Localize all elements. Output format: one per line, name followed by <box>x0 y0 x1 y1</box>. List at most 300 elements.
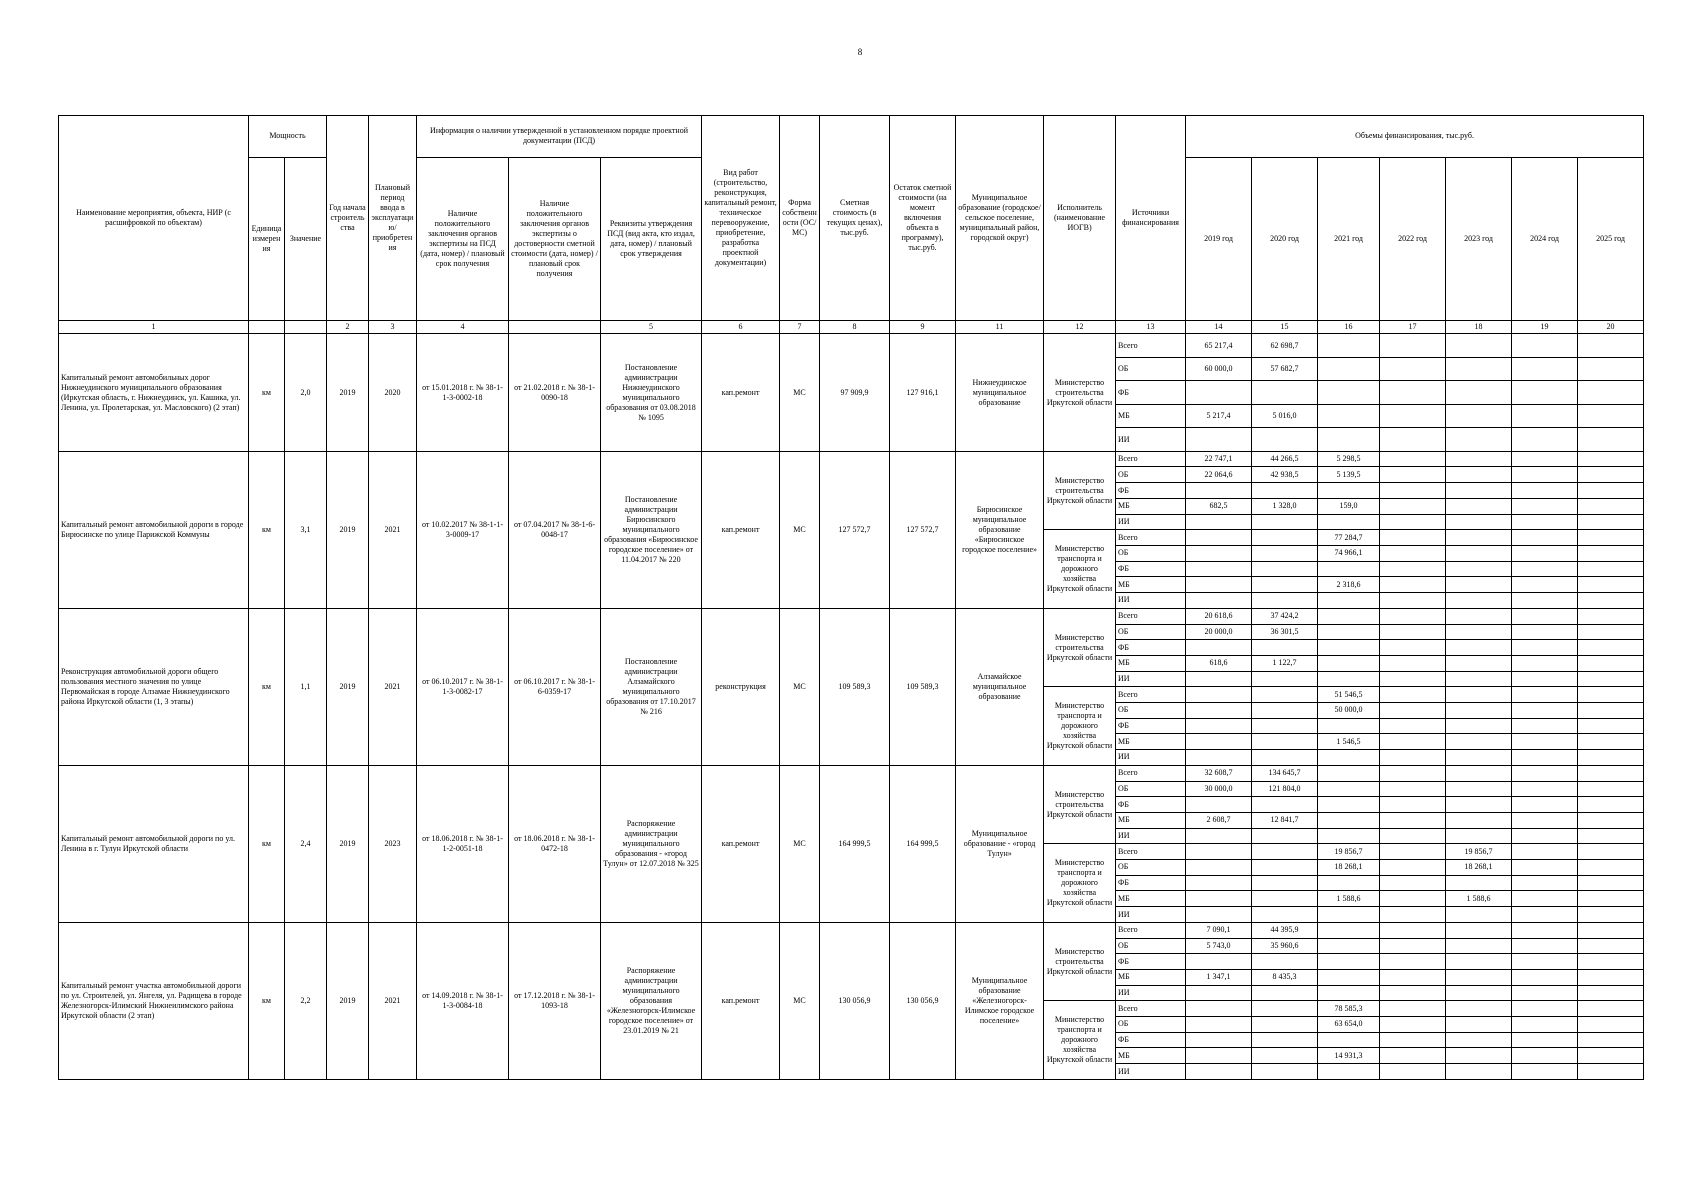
funding-value <box>1318 671 1380 687</box>
funding-value <box>1186 1032 1252 1048</box>
funding-value <box>1318 1064 1380 1080</box>
funding-value <box>1252 561 1318 577</box>
column-numbers-row <box>59 321 1644 334</box>
funding-value <box>1446 624 1512 640</box>
project-estimated-cost: 97 909,9 <box>820 334 890 452</box>
header-municipality: Муниципальное образование (городское/сельское поселение, муниципальный район, городской округ) <box>956 116 1044 321</box>
funding-value <box>1512 334 1578 358</box>
project-unit: км <box>249 334 285 452</box>
funding-value <box>1318 781 1380 797</box>
funding-source: ОБ <box>1116 938 1186 954</box>
funding-source: ФБ <box>1116 483 1186 499</box>
funding-value <box>1578 797 1644 813</box>
project-planned-period: 2020 <box>369 334 417 452</box>
funding-value: 5 743,0 <box>1186 938 1252 954</box>
funding-value <box>1252 844 1318 860</box>
funding-value <box>1252 828 1318 844</box>
funding-value <box>1380 655 1446 671</box>
header-year-2019: 2019 год <box>1186 157 1252 320</box>
funding-value <box>1512 765 1578 781</box>
funding-source: МБ <box>1116 812 1186 828</box>
table-row <box>59 922 1644 938</box>
project-psd-approval: Распоряжение администрации муниципального образования «Железногорск-Илимское городское поселение» от 23.01.2019 № 21 <box>601 922 702 1079</box>
funding-value <box>1578 561 1644 577</box>
funding-value <box>1578 703 1644 719</box>
project-start-year: 2019 <box>327 922 369 1079</box>
funding-value <box>1186 514 1252 530</box>
funding-value <box>1512 514 1578 530</box>
funding-value: 65 217,4 <box>1186 334 1252 358</box>
funding-source: МБ <box>1116 969 1186 985</box>
funding-value <box>1380 530 1446 546</box>
project-psd-positive: от 10.02.2017 № 38-1-1-3-0009-17 <box>417 451 509 608</box>
header-year-2020: 2020 год <box>1252 157 1318 320</box>
funding-source: ОБ <box>1116 545 1186 561</box>
project-psd-positive: от 06.10.2017 г. № 38-1-1-3-0082-17 <box>417 608 509 765</box>
funding-value <box>1446 828 1512 844</box>
funding-value <box>1446 671 1512 687</box>
funding-value <box>1512 593 1578 609</box>
funding-value <box>1318 750 1380 766</box>
funding-source: ФБ <box>1116 954 1186 970</box>
funding-value <box>1380 907 1446 923</box>
funding-value <box>1512 734 1578 750</box>
funding-value <box>1252 734 1318 750</box>
project-estimated-cost: 130 056,9 <box>820 922 890 1079</box>
funding-value: 5 139,5 <box>1318 467 1380 483</box>
funding-value <box>1512 891 1578 907</box>
funding-value <box>1318 514 1380 530</box>
funding-source: МБ <box>1116 498 1186 514</box>
funding-value <box>1578 907 1644 923</box>
funding-value <box>1446 428 1512 452</box>
header-planned-period: Плановый период ввода в эксплуатацию/приобретения <box>369 116 417 321</box>
funding-value <box>1446 687 1512 703</box>
funding-value <box>1186 483 1252 499</box>
funding-value <box>1446 875 1512 891</box>
executor-name: Министерство строительства Иркутской области <box>1044 451 1116 530</box>
header-value: Значение <box>285 157 327 320</box>
project-work-type: кап.ремонт <box>702 334 780 452</box>
funding-value <box>1578 404 1644 428</box>
funding-value <box>1252 860 1318 876</box>
project-value: 2,4 <box>285 765 327 922</box>
funding-value <box>1578 640 1644 656</box>
funding-value <box>1252 718 1318 734</box>
funding-source: Всего <box>1116 922 1186 938</box>
funding-value: 78 585,3 <box>1318 1001 1380 1017</box>
funding-value <box>1578 922 1644 938</box>
funding-value <box>1186 561 1252 577</box>
funding-value <box>1318 922 1380 938</box>
header-name: Наименование мероприятия, объекта, НИР (с расшифровкой по объектам) <box>59 116 249 321</box>
funding-value <box>1252 875 1318 891</box>
funding-value <box>1512 1001 1578 1017</box>
funding-value <box>1578 381 1644 405</box>
funding-source: ФБ <box>1116 640 1186 656</box>
funding-value: 63 654,0 <box>1318 1017 1380 1033</box>
funding-value <box>1380 891 1446 907</box>
funding-value <box>1318 640 1380 656</box>
column-number: 20 <box>1578 321 1644 334</box>
funding-value <box>1252 671 1318 687</box>
funding-value <box>1578 334 1644 358</box>
project-unit: км <box>249 451 285 608</box>
header-psd-approval: Реквизиты утверждения ПСД (вид акта, кто издал, дата, номер) / плановый срок утверждения <box>601 157 702 320</box>
funding-value <box>1578 624 1644 640</box>
funding-value <box>1512 922 1578 938</box>
funding-value <box>1380 969 1446 985</box>
funding-value <box>1318 907 1380 923</box>
column-number: 2 <box>327 321 369 334</box>
funding-value <box>1512 828 1578 844</box>
project-ownership: МС <box>780 922 820 1079</box>
funding-value <box>1186 1064 1252 1080</box>
funding-value <box>1446 467 1512 483</box>
funding-value <box>1318 797 1380 813</box>
funding-value <box>1380 985 1446 1001</box>
funding-value <box>1512 655 1578 671</box>
column-number: 18 <box>1446 321 1512 334</box>
funding-value: 19 856,7 <box>1446 844 1512 860</box>
funding-value <box>1446 498 1512 514</box>
funding-value <box>1186 703 1252 719</box>
executor-name: Министерство строительства Иркутской области <box>1044 765 1116 844</box>
funding-value <box>1380 1001 1446 1017</box>
funding-value <box>1380 467 1446 483</box>
funding-value <box>1446 922 1512 938</box>
header-unit: Единица измерения <box>249 157 285 320</box>
funding-value <box>1512 797 1578 813</box>
funding-value: 1 588,6 <box>1446 891 1512 907</box>
funding-value <box>1252 545 1318 561</box>
header-capacity: Мощность <box>249 116 327 158</box>
funding-value <box>1252 750 1318 766</box>
funding-value <box>1512 985 1578 1001</box>
funding-value <box>1578 938 1644 954</box>
funding-value <box>1380 875 1446 891</box>
funding-value: 77 284,7 <box>1318 530 1380 546</box>
funding-value: 19 856,7 <box>1318 844 1380 860</box>
funding-value <box>1380 334 1446 358</box>
project-value: 2,2 <box>285 922 327 1079</box>
funding-value <box>1252 1017 1318 1033</box>
funding-value <box>1578 954 1644 970</box>
funding-value <box>1380 765 1446 781</box>
table-row <box>59 451 1644 467</box>
funding-value <box>1446 907 1512 923</box>
funding-value <box>1380 1032 1446 1048</box>
project-estimated-cost: 164 999,5 <box>820 765 890 922</box>
funding-value <box>1512 577 1578 593</box>
funding-value <box>1446 765 1512 781</box>
funding-value <box>1252 1064 1318 1080</box>
column-number <box>509 321 601 334</box>
column-number: 14 <box>1186 321 1252 334</box>
funding-value <box>1578 498 1644 514</box>
funding-value <box>1186 891 1252 907</box>
funding-value <box>1578 891 1644 907</box>
column-number: 12 <box>1044 321 1116 334</box>
funding-value: 22 747,1 <box>1186 451 1252 467</box>
funding-value <box>1446 1017 1512 1033</box>
executor-name: Министерство транспорта и дорожного хозяйства Иркутской области <box>1044 687 1116 766</box>
funding-value <box>1446 404 1512 428</box>
funding-value: 121 804,0 <box>1252 781 1318 797</box>
project-psd-estimate: от 17.12.2018 г. № 38-1-1093-18 <box>509 922 601 1079</box>
funding-value <box>1446 1048 1512 1064</box>
funding-source: Всего <box>1116 844 1186 860</box>
funding-value <box>1186 1048 1252 1064</box>
funding-value <box>1446 357 1512 381</box>
project-municipality: Муниципальное образование «Железногорск-Илимское городское поселение» <box>956 922 1044 1079</box>
funding-value <box>1578 530 1644 546</box>
header-work-type: Вид работ (строительство, реконструкция, капитальный ремонт, техническое перевооружение, приобретение, разработка проектной документации) <box>702 116 780 321</box>
header-year-2024: 2024 год <box>1512 157 1578 320</box>
funding-value <box>1512 844 1578 860</box>
funding-value <box>1578 718 1644 734</box>
project-ownership: МС <box>780 334 820 452</box>
funding-value <box>1512 812 1578 828</box>
funding-value: 1 347,1 <box>1186 969 1252 985</box>
funding-value <box>1446 1064 1512 1080</box>
funding-source: ФБ <box>1116 797 1186 813</box>
funding-value <box>1380 428 1446 452</box>
funding-value <box>1318 483 1380 499</box>
funding-value <box>1186 844 1252 860</box>
funding-source: Всего <box>1116 451 1186 467</box>
funding-value <box>1380 483 1446 499</box>
funding-source: ОБ <box>1116 703 1186 719</box>
funding-value: 5 217,4 <box>1186 404 1252 428</box>
funding-value <box>1446 608 1512 624</box>
funding-value <box>1446 381 1512 405</box>
project-psd-estimate: от 06.10.2017 г. № 38-1-6-0359-17 <box>509 608 601 765</box>
project-remaining-cost: 127 572,7 <box>890 451 956 608</box>
funding-source: ИИ <box>1116 514 1186 530</box>
funding-value <box>1578 781 1644 797</box>
column-number: 4 <box>417 321 509 334</box>
funding-value: 57 682,7 <box>1252 357 1318 381</box>
project-start-year: 2019 <box>327 608 369 765</box>
header-year-2025: 2025 год <box>1578 157 1644 320</box>
funding-value <box>1186 671 1252 687</box>
funding-value <box>1380 545 1446 561</box>
funding-value <box>1446 750 1512 766</box>
funding-value <box>1578 1001 1644 1017</box>
funding-value <box>1512 860 1578 876</box>
table-row <box>59 334 1644 358</box>
funding-value: 1 328,0 <box>1252 498 1318 514</box>
funding-value <box>1512 545 1578 561</box>
funding-value <box>1318 334 1380 358</box>
funding-value <box>1578 860 1644 876</box>
header-sources: Источники финансирования <box>1116 116 1186 321</box>
funding-value <box>1446 640 1512 656</box>
funding-value <box>1318 381 1380 405</box>
funding-value: 1 588,6 <box>1318 891 1380 907</box>
funding-value <box>1512 608 1578 624</box>
funding-source: МБ <box>1116 1048 1186 1064</box>
funding-source: ИИ <box>1116 593 1186 609</box>
funding-value <box>1318 718 1380 734</box>
funding-value <box>1380 797 1446 813</box>
funding-value <box>1380 561 1446 577</box>
funding-value <box>1380 577 1446 593</box>
funding-value <box>1446 734 1512 750</box>
funding-value <box>1578 514 1644 530</box>
funding-value <box>1578 687 1644 703</box>
funding-value <box>1446 334 1512 358</box>
project-psd-estimate: от 21.02.2018 г. № 38-1-0090-18 <box>509 334 601 452</box>
column-number <box>249 321 285 334</box>
project-municipality: Алзамайское муниципальное образование <box>956 608 1044 765</box>
funding-value <box>1380 687 1446 703</box>
funding-value <box>1380 922 1446 938</box>
funding-value <box>1318 404 1380 428</box>
funding-value <box>1446 954 1512 970</box>
funding-value <box>1318 812 1380 828</box>
funding-source: Всего <box>1116 687 1186 703</box>
funding-value <box>1252 428 1318 452</box>
executor-name: Министерство строительства Иркутской области <box>1044 608 1116 687</box>
funding-value <box>1380 703 1446 719</box>
funding-source: ОБ <box>1116 1017 1186 1033</box>
header-estimated-cost: Сметная стоимость (в текущих ценах), тыс.руб. <box>820 116 890 321</box>
table-row <box>59 608 1644 624</box>
funding-value <box>1186 860 1252 876</box>
project-ownership: МС <box>780 765 820 922</box>
funding-source: МБ <box>1116 734 1186 750</box>
funding-value <box>1186 428 1252 452</box>
column-number: 3 <box>369 321 417 334</box>
project-remaining-cost: 109 589,3 <box>890 608 956 765</box>
project-value: 1,1 <box>285 608 327 765</box>
column-number: 11 <box>956 321 1044 334</box>
funding-value: 5 016,0 <box>1252 404 1318 428</box>
funding-value <box>1512 969 1578 985</box>
funding-value <box>1512 483 1578 499</box>
funding-value: 2 318,6 <box>1318 577 1380 593</box>
funding-value: 51 546,5 <box>1318 687 1380 703</box>
funding-value: 22 064,6 <box>1186 467 1252 483</box>
header-year-2022: 2022 год <box>1380 157 1446 320</box>
column-number: 17 <box>1380 321 1446 334</box>
header-ownership: Форма собственности (ОС/МС) <box>780 116 820 321</box>
project-psd-approval: Постановление администрации Нижнеудинского муниципального образования от 03.08.2018 № 1095 <box>601 334 702 452</box>
funding-value <box>1380 860 1446 876</box>
funding-value <box>1380 781 1446 797</box>
funding-value: 35 960,6 <box>1252 938 1318 954</box>
funding-value <box>1186 1001 1252 1017</box>
project-psd-estimate: от 18.06.2018 г. № 38-1-0472-18 <box>509 765 601 922</box>
funding-source: ИИ <box>1116 828 1186 844</box>
executor-name: Министерство транспорта и дорожного хозяйства Иркутской области <box>1044 1001 1116 1080</box>
project-psd-estimate: от 07.04.2017 № 38-1-6-0048-17 <box>509 451 601 608</box>
funding-value: 37 424,2 <box>1252 608 1318 624</box>
funding-value <box>1380 498 1446 514</box>
header-year-2023: 2023 год <box>1446 157 1512 320</box>
project-name: Капитальный ремонт автомобильной дороги в городе Бирюсинске по улице Парижской Коммуны <box>59 451 249 608</box>
project-planned-period: 2023 <box>369 765 417 922</box>
funding-value <box>1186 687 1252 703</box>
project-value: 3,1 <box>285 451 327 608</box>
funding-value <box>1380 381 1446 405</box>
funding-value <box>1512 1048 1578 1064</box>
project-work-type: кап.ремонт <box>702 765 780 922</box>
project-psd-positive: от 14.09.2018 г. № 38-1-1-3-0084-18 <box>417 922 509 1079</box>
project-ownership: МС <box>780 451 820 608</box>
funding-value <box>1380 844 1446 860</box>
funding-value <box>1318 624 1380 640</box>
funding-value <box>1380 1017 1446 1033</box>
project-unit: км <box>249 608 285 765</box>
funding-value <box>1252 797 1318 813</box>
funding-value <box>1512 357 1578 381</box>
project-start-year: 2019 <box>327 451 369 608</box>
funding-value <box>1318 954 1380 970</box>
funding-source: ИИ <box>1116 671 1186 687</box>
project-unit: км <box>249 922 285 1079</box>
funding-value <box>1252 483 1318 499</box>
project-planned-period: 2021 <box>369 922 417 1079</box>
funding-value <box>1578 985 1644 1001</box>
funding-value <box>1186 954 1252 970</box>
funding-source: МБ <box>1116 404 1186 428</box>
funding-value <box>1512 1032 1578 1048</box>
funding-value <box>1446 545 1512 561</box>
funding-source: Всего <box>1116 530 1186 546</box>
column-number: 15 <box>1252 321 1318 334</box>
funding-value <box>1578 593 1644 609</box>
project-remaining-cost: 130 056,9 <box>890 922 956 1079</box>
funding-value <box>1446 718 1512 734</box>
funding-value <box>1186 593 1252 609</box>
funding-value <box>1318 985 1380 1001</box>
funding-value <box>1252 577 1318 593</box>
funding-value: 20 618,6 <box>1186 608 1252 624</box>
column-number <box>285 321 327 334</box>
funding-value: 60 000,0 <box>1186 357 1252 381</box>
funding-value <box>1512 530 1578 546</box>
funding-value <box>1380 451 1446 467</box>
funding-value: 44 395,9 <box>1252 922 1318 938</box>
funding-value <box>1512 938 1578 954</box>
funding-value <box>1578 1032 1644 1048</box>
funding-value <box>1512 561 1578 577</box>
project-name: Капитальный ремонт автомобильной дороги по ул. Ленина в г. Тулун Иркутской области <box>59 765 249 922</box>
funding-source: МБ <box>1116 891 1186 907</box>
funding-source: Всего <box>1116 1001 1186 1017</box>
funding-value <box>1446 969 1512 985</box>
funding-source: ИИ <box>1116 750 1186 766</box>
column-number: 8 <box>820 321 890 334</box>
funding-value <box>1380 514 1446 530</box>
funding-value <box>1512 875 1578 891</box>
funding-value <box>1512 703 1578 719</box>
funding-value <box>1446 655 1512 671</box>
funding-value <box>1252 640 1318 656</box>
funding-value <box>1512 718 1578 734</box>
funding-value <box>1318 655 1380 671</box>
funding-source: ИИ <box>1116 428 1186 452</box>
funding-value <box>1380 1048 1446 1064</box>
funding-value <box>1512 1064 1578 1080</box>
project-remaining-cost: 164 999,5 <box>890 765 956 922</box>
funding-value <box>1446 451 1512 467</box>
funding-value <box>1446 530 1512 546</box>
project-start-year: 2019 <box>327 334 369 452</box>
